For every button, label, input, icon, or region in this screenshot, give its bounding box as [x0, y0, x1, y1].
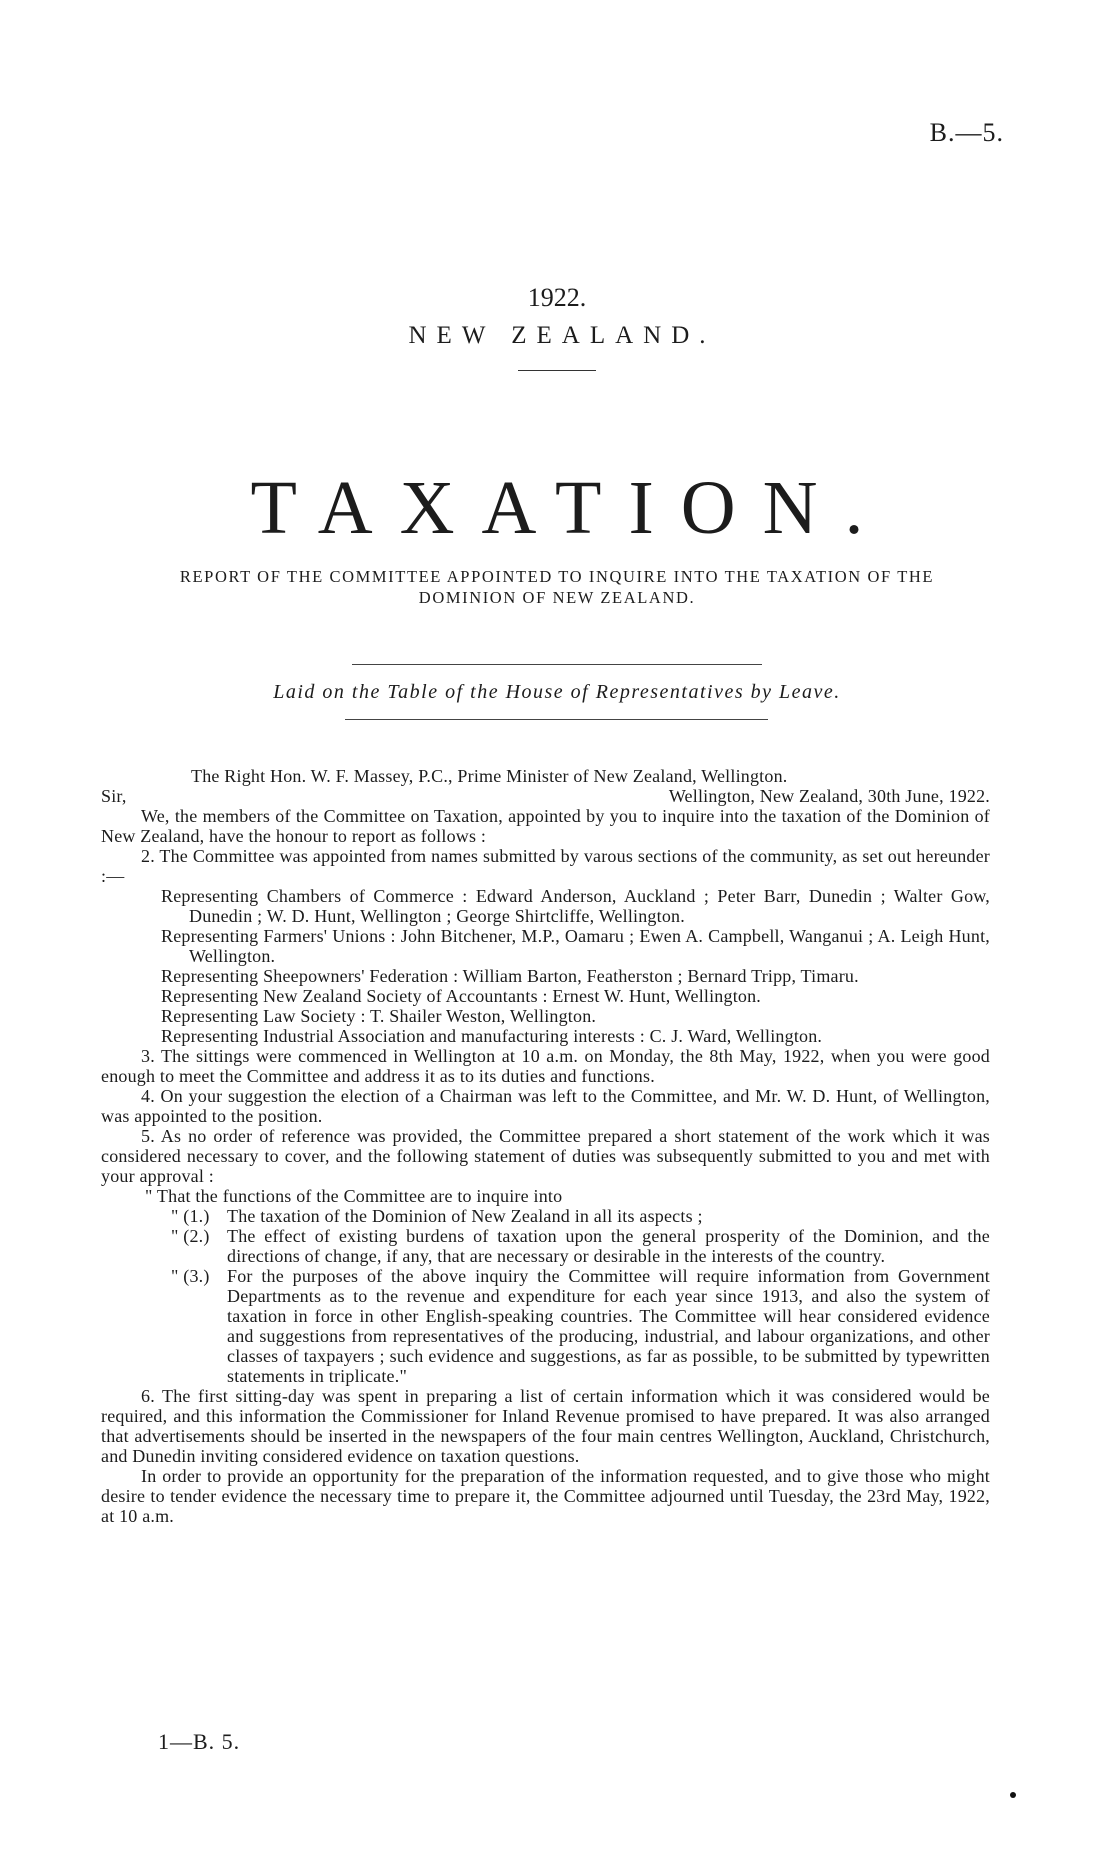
paragraph-5: 5. As no order of reference was provided, the Committee prepared a short statement of the work which it was considered necessary to cover, and the following statement of duties was subsequently submitted to you and met with your approval : [101, 1126, 990, 1186]
paragraph-2: 2. The Committee was appointed from names submitted by varous sections of the community, as set out hereunder :— [101, 846, 990, 886]
salutation-line [101, 786, 990, 806]
report-subtitle: REPORT OF THE COMMITTEE APPOINTED TO INQUIRE INTO THE TAXATION OF THE DOMINION OF NEW ZEALAND. [179, 567, 935, 607]
paragraph-7: In order to provide an opportunity for the preparation of the information requested, and to give those who might desire to tender evidence the necessary time to prepare it, the Committee adjourned until Tuesday, the 23rd May, 1922, at 10 a.m. [101, 1466, 990, 1526]
document-reference: B.—5. [929, 118, 1004, 147]
country-heading: NEW ZEALAND. [408, 322, 716, 349]
document-year: 1922. [527, 283, 587, 312]
divider [345, 719, 768, 720]
representative-entry: Representing Farmers' Unions : John Bitchener, M.P., Oamaru ; Ewen A. Campbell, Wanganui ; A. Leigh Hunt, Wellington. [161, 926, 990, 966]
paragraph-6: 6. The first sitting-day was spent in preparing a list of certain information which it was considered would be required, and this information the Commissioner for Inland Revenue promised to have prepared. It was also arranged that advertisements should be inserted in the newspapers of the four main centres Wellington, Auckland, Christchurch, and Dunedin inviting considered evidence on taxation questions. [101, 1386, 990, 1466]
clause-text: For the purposes of the above inquiry the Committee will require information from Government Departments as to the revenue and expenditure for each year since 1913, and also the system of taxation in force in other English-speaking countries. The Committee will hear considered evidence and suggestions from representatives of the producing, industrial, and labour organizations, and other classes of taxpayers ; such evidence and suggestions, as far as possible, to be submitted by typewritten statements in triplicate." [227, 1266, 990, 1386]
clause [171, 1206, 990, 1226]
salutation: Sir, [101, 786, 127, 806]
paragraph-1: We, the members of the Committee on Taxation, appointed by you to inquire into the taxation of the Dominion of New Zealand, have the honour to report as follows : [101, 806, 990, 846]
clause-number: " (3.) [171, 1266, 210, 1286]
page-title: TAXATION. [250, 466, 891, 550]
dateline: Wellington, New Zealand, 30th June, 1922. [668, 786, 990, 806]
representative-entry: Representing Industrial Association and manufacturing interests : C. J. Ward, Wellington. [161, 1026, 823, 1046]
clause-text: The effect of existing burdens of taxation upon the general prosperity of the Dominion, and the directions of change, if any, that are necessary or desirable in the interests of the country. [227, 1226, 990, 1266]
divider [352, 664, 762, 665]
representative-entry: Representing New Zealand Society of Accountants : Ernest W. Hunt, Wellington. [161, 986, 762, 1006]
print-speck [1010, 1792, 1016, 1798]
addressee: The Right Hon. W. F. Massey, P.C., Prime Minister of New Zealand, Wellington. [191, 766, 788, 786]
representative-entry: Representing Chambers of Commerce : Edward Anderson, Auckland ; Peter Barr, Dunedin ; Walter Gow, Dunedin ; W. D. Hunt, Wellington ; George Shirtcliffe, Wellington. [161, 886, 990, 926]
clause-number: " (1.) [171, 1206, 210, 1226]
representative-entry: Representing Sheepowners' Federation : William Barton, Featherston ; Bernard Tripp, Timaru. [161, 966, 859, 986]
paragraph-3: 3. The sittings were commenced in Wellington at 10 a.m. on Monday, the 8th May, 1922, when you were good enough to meet the Committee and address it as to its duties and functions. [101, 1046, 990, 1086]
representative-entry: Representing Law Society : T. Shailer Weston, Wellington. [161, 1006, 597, 1026]
quote-intro: " That the functions of the Committee are to inquire into [145, 1186, 563, 1206]
page-signature: 1—B. 5. [158, 1729, 241, 1754]
clause [171, 1266, 990, 1386]
laid-on-table-note: Laid on the Table of the House of Representatives by Leave. [273, 681, 841, 703]
paragraph-4: 4. On your suggestion the election of a Chairman was left to the Committee, and Mr. W. D. Hunt, of Wellington, was appointed to the position. [101, 1086, 990, 1126]
clause-number: " (2.) [171, 1226, 210, 1246]
divider [518, 370, 596, 371]
clause [171, 1226, 990, 1266]
report-body [101, 766, 990, 1526]
clause-text: The taxation of the Dominion of New Zealand in all its aspects ; [227, 1206, 703, 1226]
